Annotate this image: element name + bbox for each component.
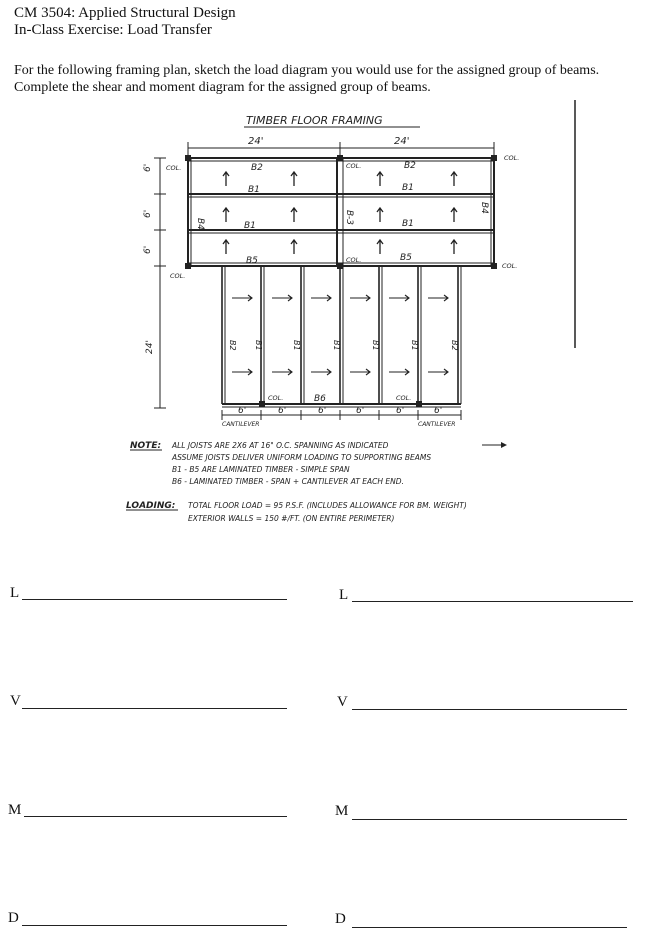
col-label: COL. — [170, 272, 186, 280]
column-mark — [337, 155, 343, 161]
cantilever-label: CANTILEVER — [222, 421, 260, 428]
beam-label-b1: B1 — [254, 340, 263, 351]
cantilever-label: CANTILEVER — [418, 421, 456, 428]
beam-label-b2: B2 — [228, 340, 237, 351]
loading-label: LOADING: — [126, 501, 176, 511]
beam-label-b4: B4 — [195, 218, 205, 230]
upper-bay — [188, 158, 494, 266]
beam-label-b1: B1 — [371, 340, 380, 351]
field-label-moment-left: M — [8, 802, 22, 818]
note-line: B6 - LAMINATED TIMBER - SPAN + CANTILEVER AT EACH END. — [172, 477, 404, 486]
deflection-answer-line-left[interactable] — [22, 925, 287, 926]
beam-label-b2: B2 — [251, 163, 263, 173]
beam-label-b4: B4 — [479, 202, 489, 214]
beam-label-b1: B1 — [402, 183, 414, 193]
beam-label-b1: B1 — [292, 340, 301, 351]
shear-answer-line-right[interactable] — [352, 709, 627, 710]
beam-label-b1: B1 — [402, 219, 414, 229]
dim-bottom: 6' — [434, 406, 443, 416]
field-label-shear-left: V — [10, 693, 21, 709]
col-label: COL. — [268, 394, 284, 402]
col-label: COL. — [502, 262, 518, 270]
column-mark — [259, 401, 265, 407]
dim-bottom: 6' — [278, 406, 287, 416]
course-title: CM 3504: Applied Structural Design — [14, 5, 236, 21]
column-mark — [185, 263, 191, 269]
column-mark — [416, 401, 422, 407]
load-answer-line-left[interactable] — [22, 599, 287, 600]
dim-side-6: 6' — [143, 209, 153, 218]
note-line: B1 - B5 ARE LAMINATED TIMBER - SIMPLE SPAN — [172, 465, 350, 474]
col-label: COL. — [166, 164, 182, 172]
note-line: ASSUME JOISTS DELIVER UNIFORM LOADING TO SUPPORTING BEAMS — [172, 453, 432, 462]
column-mark — [185, 155, 191, 161]
field-label-deflection-right: D — [335, 911, 346, 927]
dim-bottom: 6' — [238, 406, 247, 416]
instruction-line-2: Complete the shear and moment diagram for the assigned group of beams. — [14, 80, 431, 95]
dim-side-6: 6' — [143, 245, 153, 254]
dim-top-right: 24' — [394, 136, 410, 147]
beam-label-b1: B1 — [244, 221, 256, 231]
framing-plan — [118, 98, 578, 540]
dim-bottom: 6' — [356, 406, 365, 416]
loading-line: TOTAL FLOOR LOAD = 95 P.S.F. (INCLUDES ALLOWANCE FOR BM. WEIGHT) — [188, 501, 467, 510]
field-label-moment-right: M — [335, 803, 349, 819]
field-label-load-left: L — [10, 585, 20, 601]
beam-label-b5: B5 — [400, 253, 412, 263]
col-label: COL. — [396, 394, 412, 402]
beam-label-b1: B1 — [248, 185, 260, 195]
dim-bottom: 6' — [318, 406, 327, 416]
beam-label-b5: B5 — [246, 256, 258, 266]
beam-label-b1: B1 — [410, 340, 419, 351]
instruction-line-1: For the following framing plan, sketch the load diagram you would use for the assigned group of beams. — [14, 63, 600, 78]
note-label: NOTE: — [130, 441, 162, 451]
dim-top-left: 24' — [248, 136, 264, 147]
field-label-deflection-left: D — [8, 910, 19, 926]
dim-side-6: 6' — [143, 163, 153, 172]
beam-label-b1: B1 — [332, 340, 341, 351]
col-label: COL. — [346, 256, 362, 264]
column-mark — [491, 263, 497, 269]
field-label-load-right: L — [339, 587, 349, 603]
column-mark — [491, 155, 497, 161]
dim-side-24: 24' — [145, 340, 155, 354]
beam-label-b2: B2 — [404, 161, 416, 171]
lower-bay — [222, 266, 461, 407]
figure-title: TIMBER FLOOR FRAMING — [246, 114, 383, 127]
deflection-answer-line-right[interactable] — [352, 927, 627, 928]
moment-answer-line-left[interactable] — [24, 816, 287, 817]
col-label: COL. — [346, 162, 362, 170]
beam-label-b3: B-3 — [344, 210, 354, 225]
shear-answer-line-left[interactable] — [22, 708, 287, 709]
loading-line: EXTERIOR WALLS = 150 #/FT. (ON ENTIRE PERIMETER) — [188, 514, 395, 523]
field-label-shear-right: V — [337, 694, 348, 710]
beam-label-b2: B2 — [450, 340, 459, 351]
beam-label-b6: B6 — [314, 394, 326, 404]
moment-answer-line-right[interactable] — [352, 819, 627, 820]
col-label: COL. — [504, 154, 520, 162]
exercise-title: In-Class Exercise: Load Transfer — [14, 22, 212, 38]
load-answer-line-right[interactable] — [352, 601, 633, 602]
dim-bottom: 6' — [396, 406, 405, 416]
note-line: ALL JOISTS ARE 2X6 AT 16" O.C. SPANNING AS INDICATED — [172, 441, 389, 450]
